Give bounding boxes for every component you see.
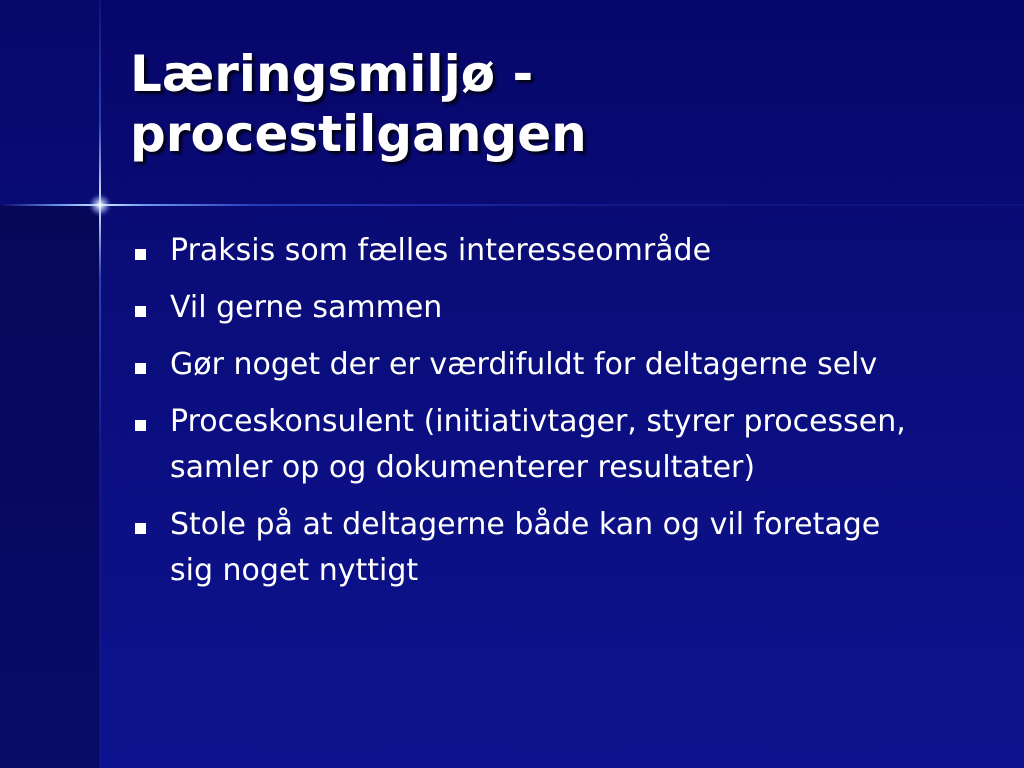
square-bullet-icon bbox=[135, 249, 146, 260]
bullet-text: Proceskonsulent (initiativtager, styrer processen, samler op og dokumenterer resultater) bbox=[170, 404, 906, 485]
square-bullet-icon bbox=[135, 523, 146, 534]
vertical-accent-line bbox=[99, 0, 101, 768]
slide-title-line-2: procestilgangen bbox=[130, 105, 587, 163]
square-bullet-icon bbox=[135, 306, 146, 317]
bullet-item bbox=[130, 399, 930, 491]
bullet-text: Stole på at deltagerne både kan og vil foretage sig noget nyttigt bbox=[170, 507, 881, 588]
bullet-item bbox=[130, 502, 930, 594]
sparkle-icon bbox=[88, 193, 112, 217]
bullet-item bbox=[130, 228, 930, 274]
bullet-text: Gør noget der er værdifuldt for deltagerne selv bbox=[170, 347, 878, 382]
slide-title bbox=[130, 44, 990, 164]
bullet-list bbox=[130, 228, 930, 605]
square-bullet-icon bbox=[135, 420, 146, 431]
square-bullet-icon bbox=[135, 363, 146, 374]
bullet-item bbox=[130, 342, 930, 388]
bullet-text: Praksis som fælles interesseområde bbox=[170, 233, 712, 268]
bullet-text: Vil gerne sammen bbox=[170, 290, 443, 325]
slide-title-line-1: Læringsmiljø - bbox=[130, 45, 534, 103]
left-decorative-strip bbox=[0, 205, 100, 768]
horizontal-accent-line bbox=[0, 204, 1024, 206]
bullet-item bbox=[130, 285, 930, 331]
